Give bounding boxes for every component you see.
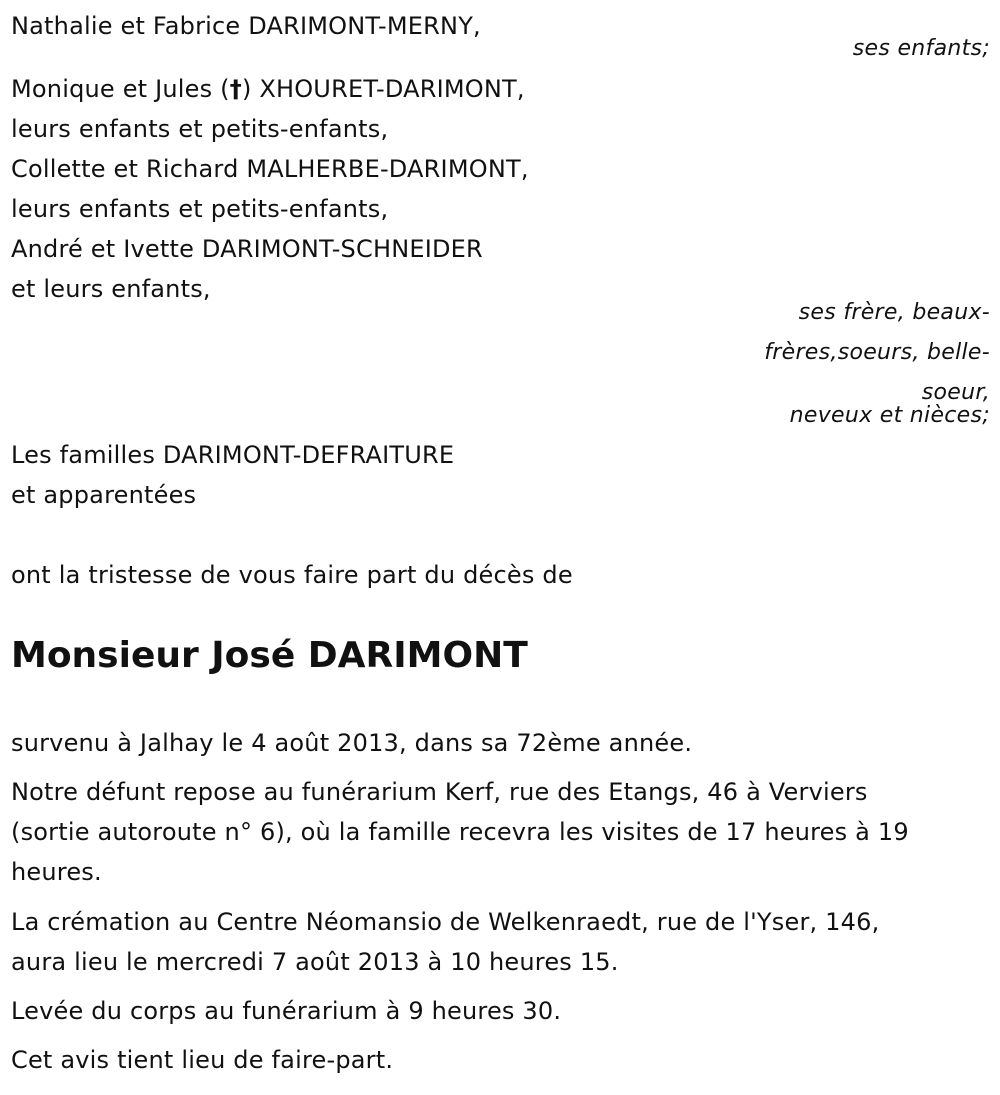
levee-details: Levée du corps au funérarium à 9 heures 30. bbox=[11, 997, 562, 1025]
family-line-xhouret-a: Monique et Jules ( bbox=[11, 75, 230, 103]
rest-details-1: Notre défunt repose au funérarium Kerf, rue des Etangs, 46 à Verviers bbox=[11, 778, 868, 806]
family-line-relatives: et apparentées bbox=[11, 481, 197, 509]
family-line-malherbe: Collette et Richard MALHERBE-DARIMONT, bbox=[11, 155, 529, 183]
cross-icon: † bbox=[229, 75, 242, 103]
cremation-details-1: La crémation au Centre Néomansio de Welkenraedt, rue de l'Yser, 146, bbox=[11, 908, 880, 936]
rest-details-3: heures. bbox=[11, 858, 102, 886]
death-details: survenu à Jalhay le 4 août 2013, dans sa 72ème année. bbox=[11, 729, 693, 757]
siblings-label-2: frères,soeurs, belle- bbox=[764, 340, 990, 365]
announcement-text: ont la tristesse de vous faire part du décès de bbox=[11, 561, 573, 589]
rest-details-2: (sortie autoroute n° 6), où la famille recevra les visites de 17 heures à 19 bbox=[11, 818, 909, 846]
deceased-name: Monsieur José DARIMONT bbox=[11, 635, 528, 676]
siblings-label-1: ses frère, beaux- bbox=[798, 300, 990, 325]
family-line-grandchildren-2: leurs enfants et petits-enfants, bbox=[11, 195, 389, 223]
family-line-defraiture: Les familles DARIMONT-DEFRAITURE bbox=[11, 441, 455, 469]
family-line-xhouret-b: ) XHOURET-DARIMONT, bbox=[241, 75, 525, 103]
children-label: ses enfants; bbox=[852, 36, 990, 61]
notice-text: Cet avis tient lieu de faire-part. bbox=[11, 1046, 394, 1074]
family-line-grandchildren-1: leurs enfants et petits-enfants, bbox=[11, 115, 389, 143]
family-line-children-1: Nathalie et Fabrice DARIMONT-MERNY, bbox=[11, 12, 481, 40]
cremation-details-2: aura lieu le mercredi 7 août 2013 à 10 heures 15. bbox=[11, 948, 619, 976]
siblings-label-3: soeur, bbox=[921, 380, 990, 405]
family-line-children-2: et leurs enfants, bbox=[11, 275, 211, 303]
family-line-xhouret bbox=[11, 69, 525, 109]
family-line-schneider: André et Ivette DARIMONT-SCHNEIDER bbox=[11, 235, 483, 263]
siblings-label-4: neveux et nièces; bbox=[789, 403, 990, 428]
